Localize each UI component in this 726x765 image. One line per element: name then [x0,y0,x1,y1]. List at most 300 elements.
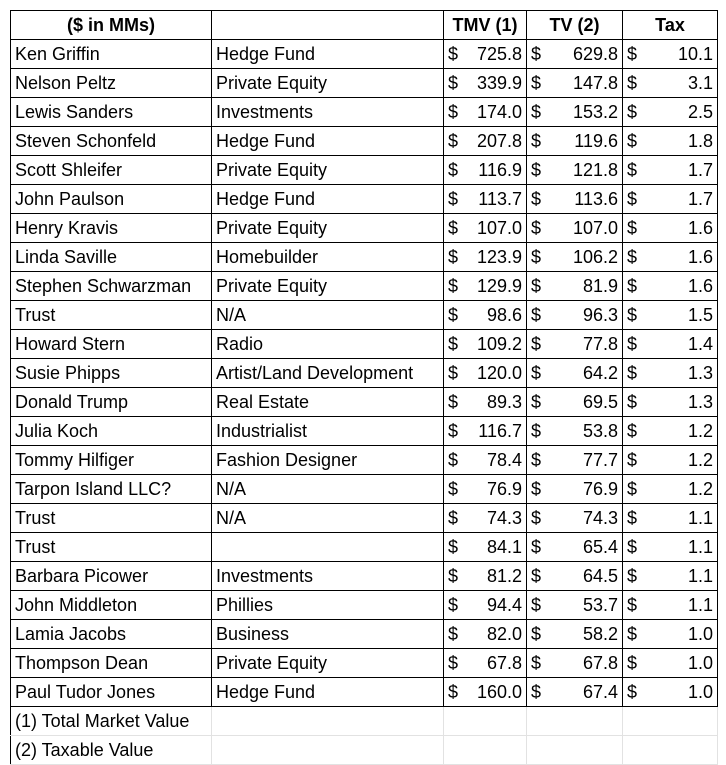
tax-cell-value: 1.1 [687,508,713,528]
tmv-cell-value: 78.4 [486,450,522,470]
header-cell-tax[interactable]: Tax [623,11,718,40]
tax-cell-content [627,359,713,387]
category-cell[interactable]: Business [212,620,444,649]
tax-cell[interactable] [623,388,718,417]
tax-cell-content [627,417,713,445]
currency-symbol: $ [531,363,542,383]
tv-cell[interactable] [527,562,623,591]
tmv-cell-content [448,301,522,329]
category-cell[interactable]: N/A [212,475,444,504]
category-cell[interactable]: Artist/Land Development [212,359,444,388]
name-cell[interactable]: Lamia Jacobs [11,620,212,649]
tmv-cell[interactable] [444,272,527,301]
table-row [11,504,718,533]
tax-cell-value: 1.4 [687,334,713,354]
category-cell[interactable]: N/A [212,301,444,330]
tax-cell-content [627,330,713,358]
tax-cell[interactable] [623,272,718,301]
currency-symbol: $ [531,537,542,557]
tax-cell[interactable] [623,301,718,330]
empty-cell[interactable] [212,736,444,765]
name-cell[interactable]: Trust [11,504,212,533]
tv-cell[interactable] [527,475,623,504]
name-cell[interactable]: Susie Phipps [11,359,212,388]
tmv-cell-value: 98.6 [486,305,522,325]
category-cell[interactable]: Investments [212,562,444,591]
name-cell[interactable]: Barbara Picower [11,562,212,591]
name-cell[interactable]: Steven Schonfeld [11,127,212,156]
empty-cell[interactable] [212,707,444,736]
table-row [11,214,718,243]
tax-cell-value: 1.6 [687,276,713,296]
currency-symbol: $ [627,421,638,441]
name-cell[interactable]: Linda Saville [11,243,212,272]
currency-symbol: $ [448,73,459,93]
currency-symbol: $ [627,653,638,673]
tax-cell-value: 1.1 [687,566,713,586]
name-cell[interactable]: Henry Kravis [11,214,212,243]
header-cell-tmv[interactable]: TMV (1) [444,11,527,40]
tax-cell[interactable] [623,504,718,533]
tmv-cell-value: 109.2 [476,334,522,354]
currency-symbol: $ [448,102,459,122]
tv-cell[interactable] [527,388,623,417]
tmv-cell-content [448,40,522,68]
tv-cell[interactable] [527,40,623,69]
tmv-cell-value: 116.7 [478,421,522,441]
tax-cell-content [627,301,713,329]
tv-cell-value: 96.3 [582,305,618,325]
tmv-cell-value: 74.3 [486,508,522,528]
tmv-cell[interactable] [444,504,527,533]
category-cell[interactable]: Industrialist [212,417,444,446]
tmv-cell-value: 339.9 [476,73,522,93]
tmv-cell-value: 84.1 [486,537,522,557]
tmv-cell-value: 67.8 [486,653,522,673]
tv-cell-content [531,678,618,706]
footnotes [11,707,718,765]
tmv-cell-content [448,504,522,532]
tax-cell[interactable] [623,678,718,707]
tax-cell-value: 1.7 [687,189,713,209]
tmv-cell[interactable] [444,533,527,562]
name-cell[interactable]: Tommy Hilfiger [11,446,212,475]
currency-symbol: $ [627,624,638,644]
tax-cell[interactable] [623,127,718,156]
tmv-cell[interactable] [444,359,527,388]
table-row [11,98,718,127]
tax-cell[interactable] [623,562,718,591]
tmv-cell[interactable] [444,562,527,591]
header-cell-category[interactable] [212,11,444,40]
currency-symbol: $ [531,392,542,412]
tax-cell-content [627,649,713,677]
name-cell[interactable]: John Paulson [11,185,212,214]
currency-symbol: $ [448,479,459,499]
header-cell-units[interactable]: ($ in MMs) [11,11,212,40]
tax-cell-value: 1.8 [687,131,713,151]
tmv-cell-content [448,127,522,155]
empty-cell[interactable] [623,707,718,736]
table-row [11,678,718,707]
currency-symbol: $ [448,566,459,586]
category-cell[interactable]: Hedge Fund [212,185,444,214]
tax-cell[interactable] [623,649,718,678]
table-row [11,272,718,301]
tv-cell-content [531,40,618,68]
tmv-cell[interactable] [444,185,527,214]
category-cell[interactable]: Private Equity [212,272,444,301]
name-cell[interactable]: Stephen Schwarzman [11,272,212,301]
empty-cell[interactable] [527,707,623,736]
table-row [11,475,718,504]
tv-cell-value: 67.4 [582,682,618,702]
currency-symbol: $ [627,73,638,93]
category-cell[interactable]: Radio [212,330,444,359]
tv-cell[interactable] [527,330,623,359]
tv-cell-value: 81.9 [582,276,618,296]
currency-symbol: $ [627,363,638,383]
tmv-cell-value: 207.8 [476,131,522,151]
tv-cell[interactable] [527,69,623,98]
tv-cell-content [531,359,618,387]
footnote-row [11,736,718,765]
table-row [11,156,718,185]
tv-cell[interactable] [527,98,623,127]
table-row [11,243,718,272]
tax-cell[interactable] [623,620,718,649]
category-cell[interactable]: Phillies [212,591,444,620]
tv-cell[interactable] [527,272,623,301]
category-cell[interactable]: N/A [212,504,444,533]
name-cell[interactable]: John Middleton [11,591,212,620]
currency-symbol: $ [627,508,638,528]
tmv-cell-content [448,417,522,445]
tax-cell-content [627,185,713,213]
category-cell[interactable]: Private Equity [212,214,444,243]
name-cell[interactable]: Nelson Peltz [11,69,212,98]
tax-cell[interactable] [623,156,718,185]
tmv-cell[interactable] [444,417,527,446]
tmv-cell[interactable] [444,620,527,649]
tv-cell-content [531,533,618,561]
currency-symbol: $ [448,537,459,557]
category-cell[interactable]: Private Equity [212,649,444,678]
tax-table [10,10,718,765]
table-row [11,127,718,156]
currency-symbol: $ [627,566,638,586]
tmv-cell-value: 113.7 [478,189,522,209]
tv-cell-value: 65.4 [582,537,618,557]
tv-cell[interactable] [527,649,623,678]
tax-cell[interactable] [623,330,718,359]
currency-symbol: $ [531,682,542,702]
name-cell[interactable]: Ken Griffin [11,40,212,69]
tax-cell-content [627,272,713,300]
tv-cell[interactable] [527,504,623,533]
tax-cell-value: 3.1 [687,73,713,93]
tax-cell-content [627,562,713,590]
currency-symbol: $ [531,334,542,354]
tax-cell[interactable] [623,446,718,475]
tax-cell-content [627,127,713,155]
tmv-cell[interactable] [444,330,527,359]
currency-symbol: $ [448,44,459,64]
tax-cell[interactable] [623,214,718,243]
currency-symbol: $ [627,479,638,499]
tax-cell-content [627,620,713,648]
name-cell[interactable]: Donald Trump [11,388,212,417]
tmv-cell[interactable] [444,214,527,243]
tv-cell-value: 119.6 [574,131,618,151]
tv-cell[interactable] [527,359,623,388]
tv-cell-value: 629.8 [572,44,618,64]
tmv-cell[interactable] [444,156,527,185]
name-cell[interactable]: Howard Stern [11,330,212,359]
tv-cell-content [531,620,618,648]
name-cell[interactable]: Tarpon Island LLC? [11,475,212,504]
footnote-row [11,707,718,736]
tax-cell-content [627,678,713,706]
tmv-cell-content [448,243,522,271]
currency-symbol: $ [627,682,638,702]
category-cell[interactable] [212,533,444,562]
tv-cell[interactable] [527,301,623,330]
tax-cell[interactable] [623,591,718,620]
currency-symbol: $ [448,334,459,354]
tmv-cell-value: 129.9 [476,276,522,296]
empty-cell[interactable] [623,736,718,765]
tv-cell-content [531,649,618,677]
tv-cell-content [531,243,618,271]
tv-cell-content [531,504,618,532]
tmv-cell-value: 89.3 [486,392,522,412]
name-cell[interactable]: Thompson Dean [11,649,212,678]
tax-cell[interactable] [623,359,718,388]
tax-cell-value: 10.1 [677,44,713,64]
currency-symbol: $ [448,305,459,325]
tax-cell[interactable] [623,533,718,562]
name-cell[interactable]: Scott Shleifer [11,156,212,185]
category-cell[interactable]: Investments [212,98,444,127]
tmv-cell[interactable] [444,40,527,69]
tmv-cell-content [448,562,522,590]
currency-symbol: $ [448,421,459,441]
currency-symbol: $ [627,131,638,151]
tax-cell[interactable] [623,185,718,214]
tmv-cell-content [448,591,522,619]
table-row [11,446,718,475]
tv-cell-value: 113.6 [574,189,618,209]
tv-cell-content [531,591,618,619]
currency-symbol: $ [627,537,638,557]
currency-symbol: $ [531,450,542,470]
tmv-cell[interactable] [444,69,527,98]
currency-symbol: $ [531,131,542,151]
tax-cell-value: 1.3 [687,363,713,383]
tax-cell-value: 1.0 [687,624,713,644]
empty-cell[interactable] [527,736,623,765]
currency-symbol: $ [531,276,542,296]
tmv-cell-value: 94.4 [486,595,522,615]
table-row [11,185,718,214]
currency-symbol: $ [448,682,459,702]
tv-cell[interactable] [527,446,623,475]
empty-cell[interactable] [444,707,527,736]
tv-cell[interactable] [527,156,623,185]
tax-cell[interactable] [623,475,718,504]
tv-cell[interactable] [527,417,623,446]
tmv-cell-value: 81.2 [486,566,522,586]
tmv-cell[interactable] [444,243,527,272]
name-cell[interactable]: Trust [11,301,212,330]
category-cell[interactable]: Private Equity [212,156,444,185]
tax-cell-value: 1.0 [687,653,713,673]
tax-cell-value: 1.6 [687,218,713,238]
tmv-cell[interactable] [444,446,527,475]
tmv-cell[interactable] [444,388,527,417]
tv-cell[interactable] [527,243,623,272]
empty-cell[interactable] [444,736,527,765]
tmv-cell[interactable] [444,301,527,330]
tv-cell[interactable] [527,678,623,707]
table-row [11,69,718,98]
tv-cell-content [531,301,618,329]
currency-symbol: $ [531,624,542,644]
tax-cell[interactable] [623,98,718,127]
tmv-cell-content [448,156,522,184]
tax-cell[interactable] [623,69,718,98]
currency-symbol: $ [627,595,638,615]
tv-cell[interactable] [527,214,623,243]
tax-cell-content [627,69,713,97]
currency-symbol: $ [531,508,542,528]
tax-cell-value: 1.0 [687,682,713,702]
tv-cell-content [531,127,618,155]
tmv-cell[interactable] [444,649,527,678]
tv-cell-value: 58.2 [582,624,618,644]
tmv-cell-value: 725.8 [476,44,522,64]
tv-cell-content [531,417,618,445]
currency-symbol: $ [531,247,542,267]
header-row [11,11,718,40]
table-row [11,591,718,620]
currency-symbol: $ [448,392,459,412]
tax-cell-content [627,475,713,503]
tmv-cell-content [448,678,522,706]
tax-cell-value: 1.7 [687,160,713,180]
currency-symbol: $ [531,653,542,673]
table-row [11,649,718,678]
tmv-cell[interactable] [444,127,527,156]
currency-symbol: $ [448,363,459,383]
category-cell[interactable]: Hedge Fund [212,127,444,156]
tmv-cell[interactable] [444,98,527,127]
tv-cell[interactable] [527,591,623,620]
table-row [11,417,718,446]
tax-cell-value: 1.2 [687,450,713,470]
currency-symbol: $ [448,450,459,470]
tv-cell[interactable] [527,127,623,156]
tax-cell-value: 1.1 [687,537,713,557]
tax-cell-value: 1.5 [687,305,713,325]
tax-cell-value: 1.2 [687,479,713,499]
tax-cell-value: 1.3 [687,392,713,412]
category-cell[interactable]: Private Equity [212,69,444,98]
currency-symbol: $ [531,73,542,93]
tv-cell[interactable] [527,620,623,649]
currency-symbol: $ [448,653,459,673]
tax-cell[interactable] [623,417,718,446]
tv-cell-content [531,185,618,213]
tmv-cell-content [448,185,522,213]
currency-symbol: $ [627,392,638,412]
tmv-cell-content [448,533,522,561]
name-cell[interactable]: Trust [11,533,212,562]
tax-cell[interactable] [623,243,718,272]
footnote-text[interactable]: (1) Total Market Value [11,707,212,736]
tmv-cell[interactable] [444,678,527,707]
tax-cell-content [627,446,713,474]
currency-symbol: $ [448,160,459,180]
tmv-cell[interactable] [444,591,527,620]
tv-cell-value: 53.7 [582,595,618,615]
category-cell[interactable]: Homebuilder [212,243,444,272]
tv-cell-content [531,388,618,416]
tmv-cell-value: 116.9 [478,160,522,180]
tv-cell[interactable] [527,533,623,562]
tmv-cell-value: 120.0 [476,363,522,383]
tv-cell-value: 76.9 [582,479,618,499]
name-cell[interactable]: Paul Tudor Jones [11,678,212,707]
category-cell[interactable]: Real Estate [212,388,444,417]
currency-symbol: $ [627,218,638,238]
currency-symbol: $ [531,189,542,209]
tax-cell[interactable] [623,40,718,69]
category-cell[interactable]: Hedge Fund [212,678,444,707]
category-cell[interactable]: Hedge Fund [212,40,444,69]
header-cell-tv[interactable]: TV (2) [527,11,623,40]
tax-cell-content [627,591,713,619]
name-cell[interactable]: Lewis Sanders [11,98,212,127]
currency-symbol: $ [531,218,542,238]
currency-symbol: $ [531,479,542,499]
tax-cell-content [627,504,713,532]
tv-cell-content [531,272,618,300]
currency-symbol: $ [627,247,638,267]
table-row [11,562,718,591]
currency-symbol: $ [531,421,542,441]
tv-cell-value: 121.8 [572,160,618,180]
table-row [11,533,718,562]
table-row [11,40,718,69]
tmv-cell-content [448,475,522,503]
currency-symbol: $ [531,160,542,180]
tv-cell-value: 153.2 [572,102,618,122]
tmv-cell[interactable] [444,475,527,504]
tv-cell-value: 53.8 [582,421,618,441]
currency-symbol: $ [448,189,459,209]
currency-symbol: $ [531,305,542,325]
footnote-text[interactable]: (2) Taxable Value [11,736,212,765]
tmv-cell-content [448,620,522,648]
name-cell[interactable]: Julia Koch [11,417,212,446]
tax-cell-value: 2.5 [687,102,713,122]
tmv-cell-content [448,69,522,97]
tmv-cell-value: 160.0 [476,682,522,702]
tv-cell[interactable] [527,185,623,214]
category-cell[interactable]: Fashion Designer [212,446,444,475]
